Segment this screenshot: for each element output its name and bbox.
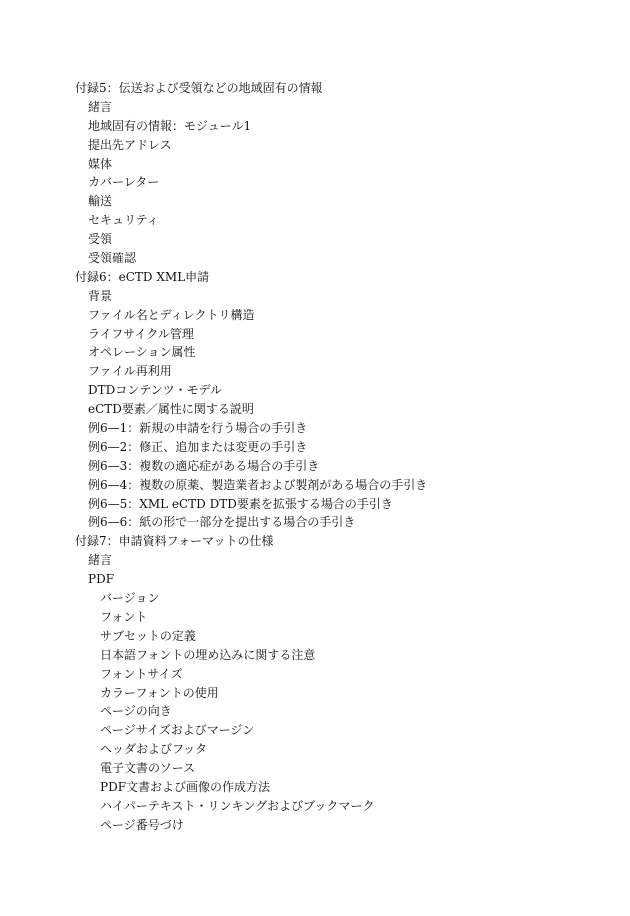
toc-section-entry: 例6—3：複数の適応症がある場合の手引き — [88, 458, 320, 473]
toc-subsection-entry: ページの向き — [100, 704, 172, 719]
toc-subsection-entry: バージョン — [100, 591, 160, 606]
toc-subsection-entry: ページ番号づけ — [100, 817, 184, 832]
toc-section-entry: 受領 — [88, 232, 113, 247]
toc-subsection-entry: 日本語フォントの埋め込みに関する注意 — [100, 647, 316, 662]
toc-section-entry: ファイル名とディレクトリ構造 — [88, 307, 255, 322]
toc-section-entry: オペレーション属性 — [88, 345, 196, 360]
toc-appendix-heading: 付録6：eCTD XML申請 — [75, 269, 210, 284]
toc-section-entry: eCTD要素／属性に関する説明 — [88, 402, 254, 417]
toc-section-entry: 受領確認 — [88, 251, 137, 266]
toc-section-entry: 例6—4：複数の原薬、製造業者および製剤がある場合の手引き — [88, 477, 428, 492]
toc-section-entry: 例6—6：紙の形で一部分を提出する場合の手引き — [88, 515, 356, 530]
table-of-contents — [75, 79, 427, 835]
toc-section-entry: PDF — [88, 572, 115, 587]
toc-section-entry: 輸送 — [88, 194, 113, 209]
toc-section-entry: 背景 — [88, 288, 113, 303]
toc-subsection-entry: フォント — [100, 609, 148, 624]
toc-section-entry: 緒言 — [88, 99, 113, 114]
toc-section-entry: 例6—5：XML eCTD DTD要素を拡張する場合の手引き — [88, 496, 393, 511]
toc-section-entry: ファイル再利用 — [88, 364, 172, 379]
toc-subsection-entry: サブセットの定義 — [100, 628, 196, 643]
toc-section-entry: 緒言 — [88, 553, 113, 568]
toc-subsection-entry: PDF文書および画像の作成方法 — [100, 779, 271, 794]
toc-section-entry: 媒体 — [88, 156, 113, 171]
toc-section-entry: セキュリティ — [88, 213, 159, 228]
toc-subsection-entry: 電子文書のソース — [100, 761, 196, 776]
toc-appendix-heading: 付録7：申請資料フォーマットの仕様 — [75, 534, 274, 549]
toc-section-entry: DTDコンテンツ・モデル — [88, 383, 223, 398]
toc-subsection-entry: ハイパーテキスト・リンキングおよびブックマーク — [100, 798, 375, 813]
toc-section-entry: 例6—1：新規の申請を行う場合の手引き — [88, 421, 308, 436]
toc-section-entry: 例6—2：修正、追加または変更の手引き — [88, 439, 308, 454]
toc-section-entry: 地域固有の情報：モジュール1 — [88, 118, 252, 133]
toc-section-entry: 提出先アドレス — [88, 137, 172, 152]
toc-section-entry: ライフサイクル管理 — [88, 326, 194, 341]
toc-subsection-entry: ヘッダおよびフッタ — [100, 742, 208, 757]
toc-subsection-entry: ページサイズおよびマージン — [100, 723, 255, 738]
toc-appendix-heading: 付録5：伝送および受領などの地域固有の情報 — [75, 81, 323, 95]
toc-subsection-entry: カラーフォントの使用 — [100, 685, 219, 700]
toc-subsection-entry: フォントサイズ — [100, 666, 183, 681]
toc-section-entry: カバーレター — [88, 175, 160, 190]
